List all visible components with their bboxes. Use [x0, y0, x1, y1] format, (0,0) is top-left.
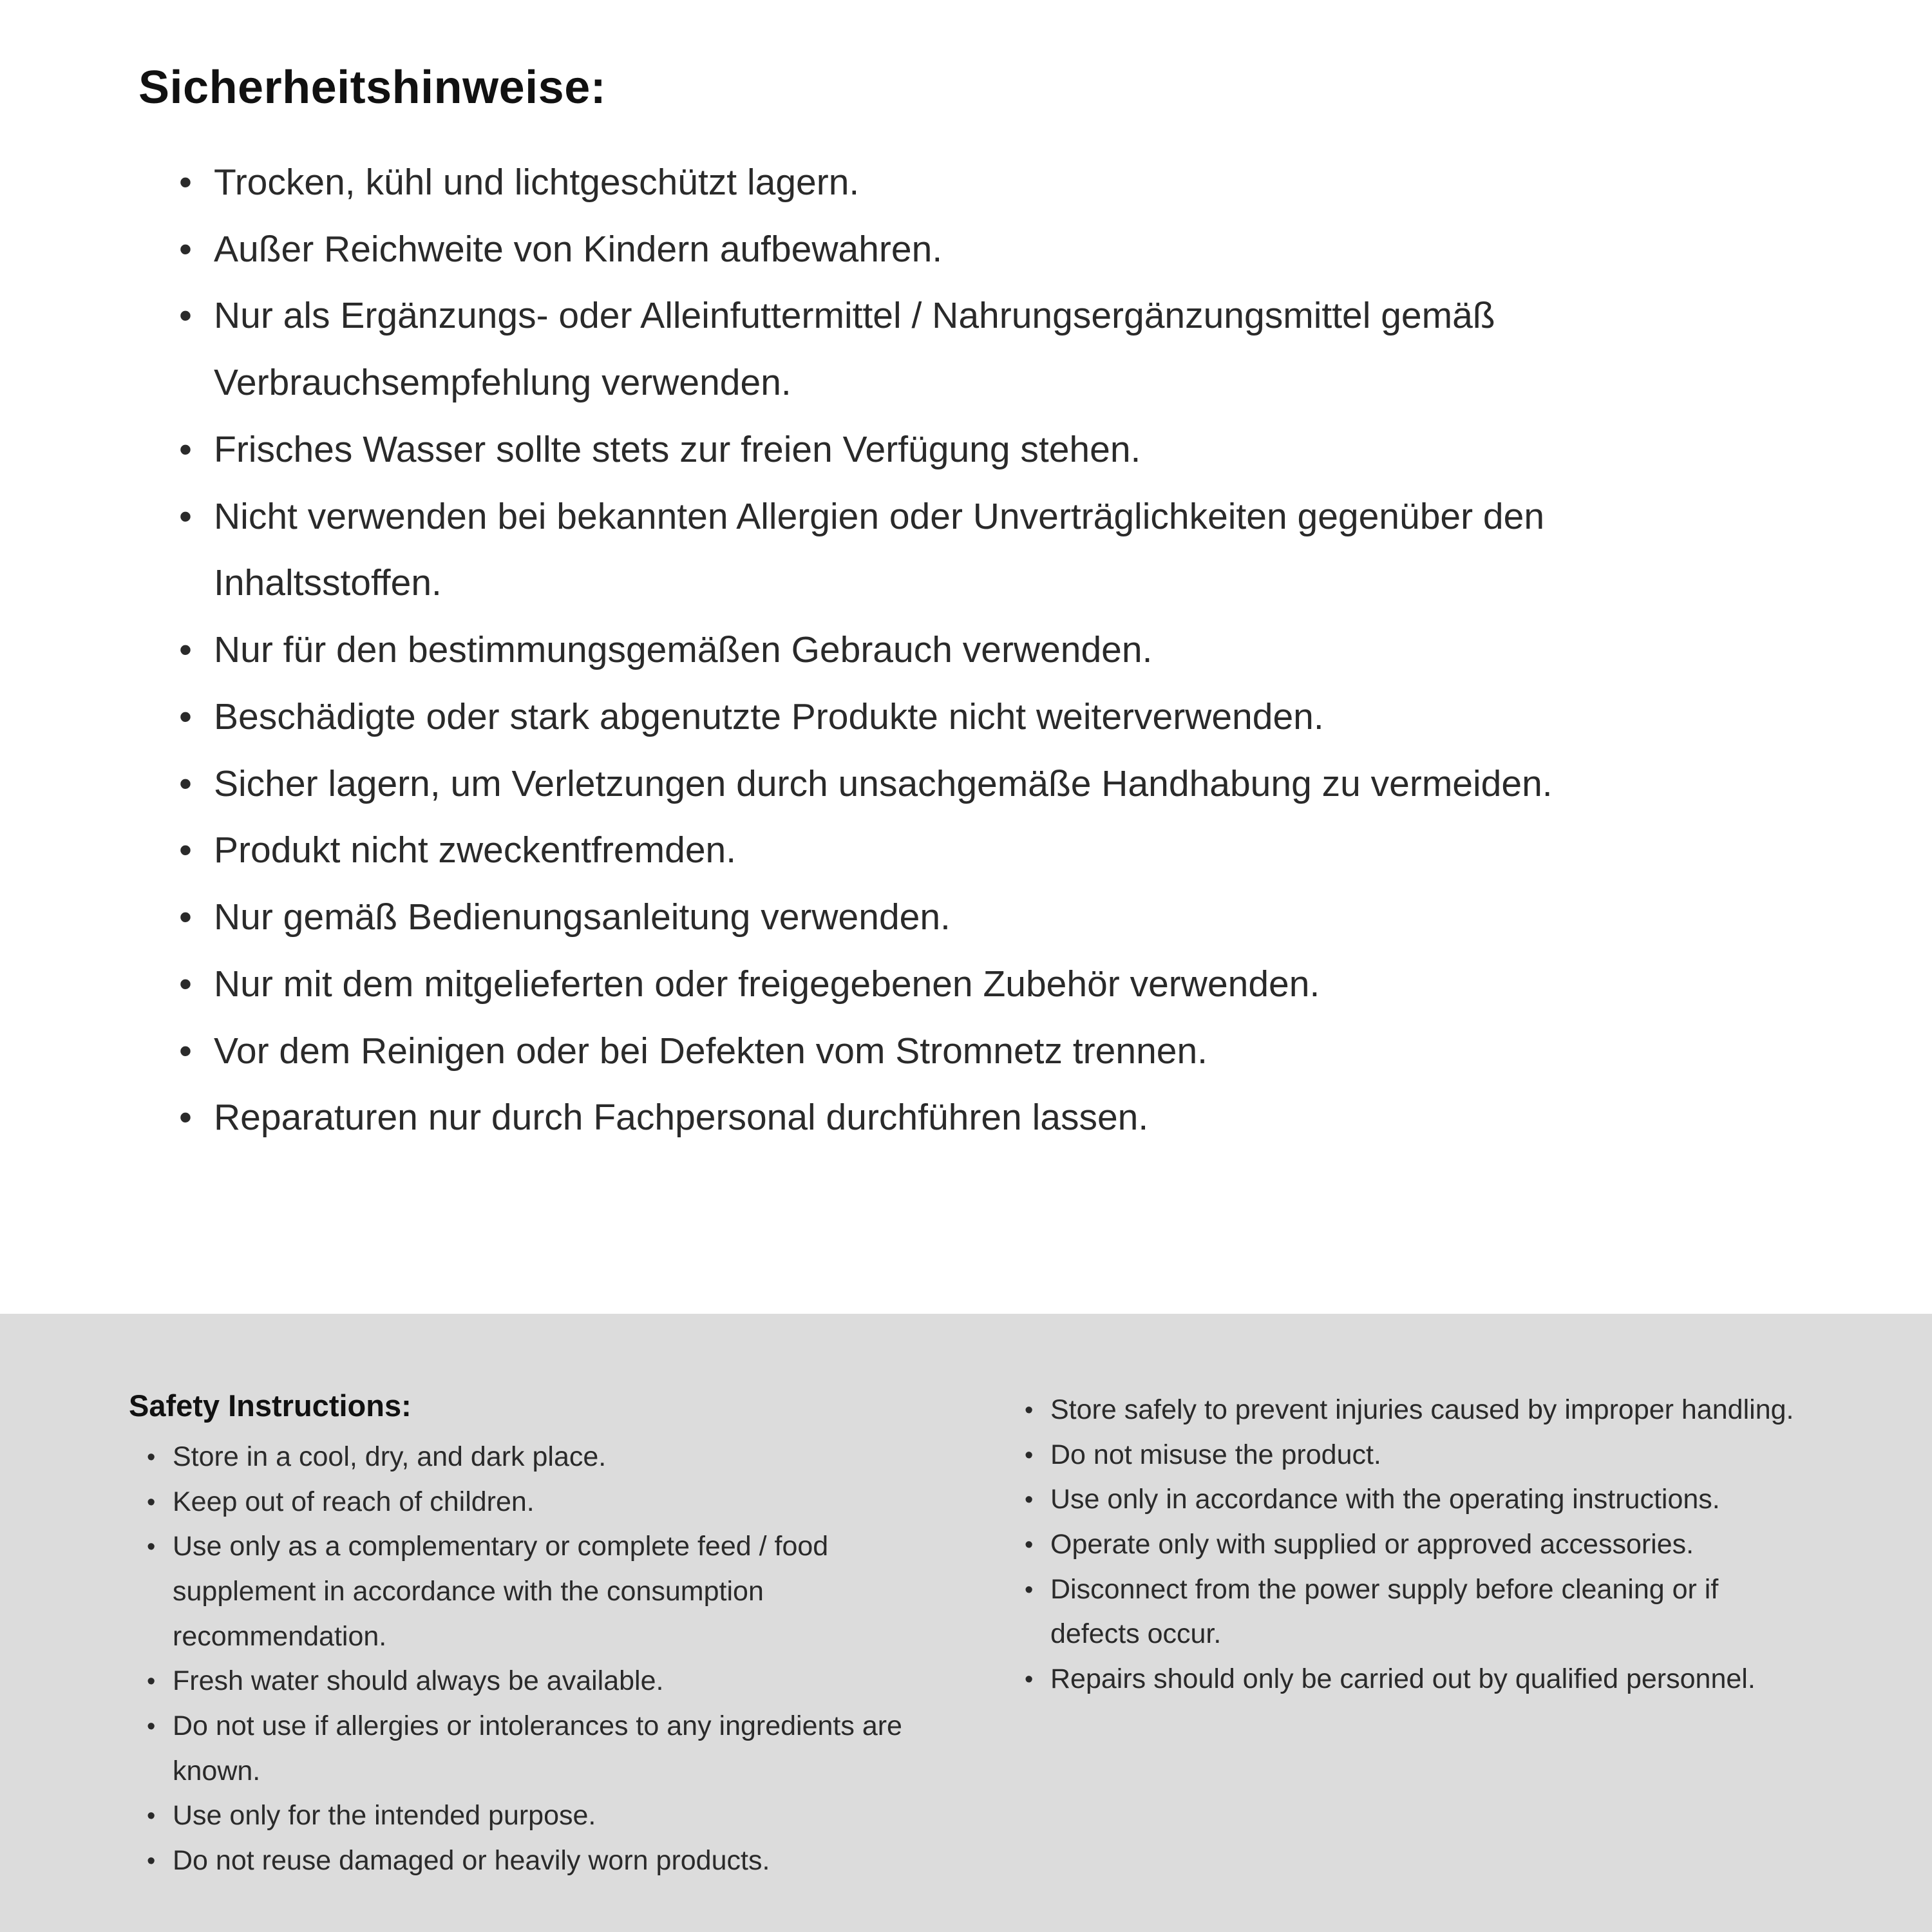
- list-item: • Use only as a complementary or complete feed / food supplement in accordance with the consumption recommendation.: [143, 1524, 911, 1659]
- list-item: • Store safely to prevent injuries caused by improper handling.: [1021, 1388, 1803, 1433]
- german-safety-list: [138, 149, 1777, 1151]
- list-item: • Nur gemäß Bedienungsanleitung verwenden.: [174, 884, 1777, 951]
- list-item: • Reparaturen nur durch Fachpersonal durchführen lassen.: [174, 1084, 1777, 1151]
- list-item: • Fresh water should always be available.: [143, 1659, 911, 1704]
- list-item: • Do not misuse the product.: [1021, 1433, 1803, 1478]
- list-item: • Frisches Wasser sollte stets zur freien Verfügung stehen.: [174, 417, 1777, 484]
- list-item: • Keep out of reach of children.: [143, 1480, 911, 1525]
- german-section-title: Sicherheitshinweise:: [138, 62, 607, 113]
- list-item: • Nur für den bestimmungsgemäßen Gebrauch verwenden.: [174, 617, 1777, 684]
- english-safety-list-right: [1021, 1388, 1803, 1702]
- english-safety-list-left: [129, 1435, 911, 1884]
- list-item: • Store in a cool, dry, and dark place.: [143, 1435, 911, 1480]
- list-item: • Disconnect from the power supply before cleaning or if defects occur.: [1021, 1567, 1803, 1657]
- english-left-column: [129, 1388, 911, 1884]
- english-right-column: [1021, 1388, 1803, 1702]
- english-safety-section: [0, 1314, 1932, 1932]
- list-item: • Nicht verwenden bei bekannten Allergien oder Unverträglichkeiten gegenüber den Inhaltsstoffen.: [174, 484, 1777, 617]
- list-item: • Use only in accordance with the operating instructions.: [1021, 1477, 1803, 1522]
- list-item: • Use only for the intended purpose.: [143, 1794, 911, 1839]
- list-item: • Vor dem Reinigen oder bei Defekten vom Stromnetz trennen.: [174, 1018, 1777, 1085]
- list-item: • Produkt nicht zweckentfremden.: [174, 817, 1777, 884]
- english-section-title: Safety Instructions:: [129, 1388, 412, 1423]
- list-item: • Repairs should only be carried out by qualified personnel.: [1021, 1657, 1803, 1702]
- list-item: • Trocken, kühl und lichtgeschützt lagern.: [174, 149, 1777, 216]
- list-item: • Nur als Ergänzungs- oder Alleinfuttermittel / Nahrungsergänzungsmittel gemäß Verbrauchsempfehlung verwenden.: [174, 283, 1777, 416]
- list-item: • Sicher lagern, um Verletzungen durch unsachgemäße Handhabung zu vermeiden.: [174, 751, 1777, 818]
- list-item: • Do not reuse damaged or heavily worn products.: [143, 1839, 911, 1884]
- list-item: • Nur mit dem mitgelieferten oder freigegebenen Zubehör verwenden.: [174, 951, 1777, 1018]
- list-item: • Operate only with supplied or approved accessories.: [1021, 1522, 1803, 1567]
- list-item: • Beschädigte oder stark abgenutzte Produkte nicht weiterverwenden.: [174, 684, 1777, 751]
- list-item: • Außer Reichweite von Kindern aufbewahren.: [174, 216, 1777, 283]
- list-item: • Do not use if allergies or intolerances to any ingredients are known.: [143, 1704, 911, 1794]
